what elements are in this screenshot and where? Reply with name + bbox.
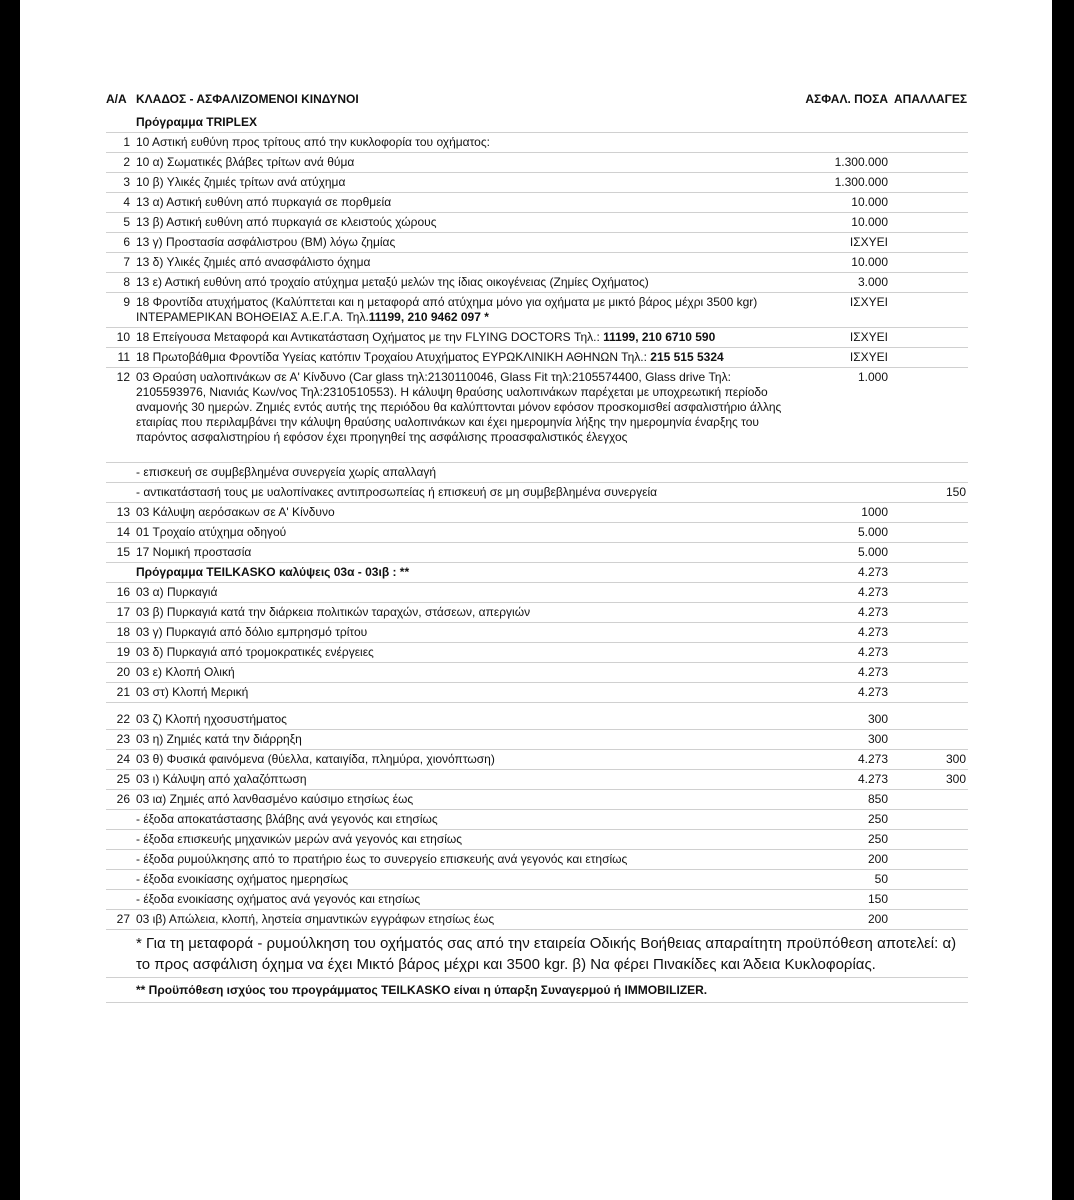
description-text: 17 Νομική προστασία — [136, 545, 252, 559]
description-text: 03 α) Πυρκαγιά — [136, 585, 218, 599]
table-row — [106, 563, 968, 583]
table-row — [106, 193, 968, 213]
description-text: 03 η) Ζημιές κατά την διάρρηξη — [136, 732, 302, 746]
table-row — [106, 368, 968, 463]
row-amount — [804, 133, 894, 153]
row-amount: 300 — [804, 703, 894, 730]
row-description — [136, 683, 804, 703]
row-deductible — [894, 368, 968, 463]
row-description — [136, 770, 804, 790]
header-aa: Α/Α — [106, 92, 127, 106]
row-number: 15 — [106, 543, 136, 563]
row-number: 23 — [106, 730, 136, 750]
table-row — [106, 483, 968, 503]
table-row — [106, 293, 968, 328]
row-number: 9 — [106, 293, 136, 328]
row-number — [106, 463, 136, 483]
table-row — [106, 663, 968, 683]
note-row — [106, 978, 968, 1003]
table-row — [106, 113, 968, 133]
table-row — [106, 583, 968, 603]
table-row — [106, 543, 968, 563]
row-description — [136, 730, 804, 750]
row-description — [136, 213, 804, 233]
table-row — [106, 683, 968, 703]
row-amount: 1000 — [804, 503, 894, 523]
row-deductible — [894, 790, 968, 810]
row-number — [106, 483, 136, 503]
table-row — [106, 703, 968, 730]
row-description — [136, 348, 804, 368]
row-description — [136, 463, 804, 483]
row-description — [136, 850, 804, 870]
header-description: ΚΛΑΔΟΣ - ΑΣΦΑΛΙΖΟΜΕΝΟΙ ΚΙΝΔΥΝΟΙ — [136, 92, 359, 106]
description-text: 10 α) Σωματικές βλάβες τρίτων ανά θύμα — [136, 155, 355, 169]
description-text: - επισκευή σε συμβεβλημένα συνεργεία χωρίς απαλλαγή — [136, 465, 437, 479]
row-description — [136, 870, 804, 890]
row-deductible — [894, 193, 968, 213]
description-text: 03 θ) Φυσικά φαινόμενα (θύελλα, καταιγίδα, πλημύρα, χιονόπτωση) — [136, 752, 495, 766]
row-amount: 1.300.000 — [804, 153, 894, 173]
description-text: 03 Κάλυψη αερόσακων σε Α' Κίνδυνο — [136, 505, 335, 519]
description-text: - αντικατάστασή τους με υαλοπίνακες αντιπροσωπείας ή επισκευή σε μη συμβεβλημένα συνεργεία — [136, 485, 658, 499]
row-number — [106, 113, 136, 133]
row-number: 8 — [106, 273, 136, 293]
row-description — [136, 483, 804, 503]
row-amount — [804, 483, 894, 503]
table-row — [106, 730, 968, 750]
row-description — [136, 523, 804, 543]
row-description — [136, 193, 804, 213]
row-amount: 5.000 — [804, 523, 894, 543]
row-number: 18 — [106, 623, 136, 643]
row-deductible — [894, 583, 968, 603]
row-deductible — [894, 603, 968, 623]
row-number: 21 — [106, 683, 136, 703]
row-amount: ΙΣΧΥΕΙ — [804, 293, 894, 328]
row-description — [136, 503, 804, 523]
row-description — [136, 623, 804, 643]
row-description — [136, 750, 804, 770]
table-row — [106, 770, 968, 790]
table-row — [106, 870, 968, 890]
row-description — [136, 133, 804, 153]
coverage-table — [106, 92, 968, 1003]
description-text: 03 ε) Κλοπή Ολική — [136, 665, 235, 679]
table-row — [106, 213, 968, 233]
description-text: 03 γ) Πυρκαγιά από δόλιο εμπρησμό τρίτου — [136, 625, 368, 639]
description-text: 13 α) Αστική ευθύνη από πυρκαγιά σε πορθμεία — [136, 195, 392, 209]
table-row — [106, 810, 968, 830]
description-text: Πρόγραμμα TRIPLEX — [136, 115, 257, 129]
row-number — [106, 810, 136, 830]
description-text: 03 στ) Κλοπή Μερική — [136, 685, 249, 699]
table-row — [106, 253, 968, 273]
row-amount: 4.273 — [804, 683, 894, 703]
row-number: 26 — [106, 790, 136, 810]
row-number: 25 — [106, 770, 136, 790]
table-row — [106, 173, 968, 193]
description-text: 03 β) Πυρκαγιά κατά την διάρκεια πολιτικών ταραχών, στάσεων, απεργιών — [136, 605, 531, 619]
description-text: - έξοδα ρυμούλκησης από το πρατήριο έως το συνεργείο επισκευής ανά γεγονός και ετησίως — [136, 852, 628, 866]
row-amount: 10.000 — [804, 193, 894, 213]
row-description — [136, 663, 804, 683]
row-description — [136, 543, 804, 563]
header-deductible: ΑΠΑΛΛΑΓΕΣ — [894, 92, 968, 106]
description-text: 10 β) Υλικές ζημιές τρίτων ανά ατύχημα — [136, 175, 346, 189]
row-description — [136, 173, 804, 193]
table-row — [106, 523, 968, 543]
row-number: 20 — [106, 663, 136, 683]
row-deductible: 300 — [894, 770, 968, 790]
row-number: 3 — [106, 173, 136, 193]
table-row — [106, 643, 968, 663]
row-amount: ΙΣΧΥΕΙ — [804, 233, 894, 253]
table-row — [106, 273, 968, 293]
row-description — [136, 890, 804, 910]
table-row — [106, 830, 968, 850]
table-row — [106, 850, 968, 870]
row-amount: 3.000 — [804, 273, 894, 293]
description-text: 03 ιβ) Απώλεια, κλοπή, ληστεία σημαντικών εγγράφων ετησίως έως — [136, 912, 495, 926]
row-amount — [804, 463, 894, 483]
row-number: 5 — [106, 213, 136, 233]
row-number — [106, 563, 136, 583]
description-text: 03 ι) Κάλυψη από χαλαζόπτωση — [136, 772, 307, 786]
description-text: 13 γ) Προστασία ασφάλιστρου (BM) λόγω ζημίας — [136, 235, 396, 249]
row-number: 7 — [106, 253, 136, 273]
row-number — [106, 850, 136, 870]
table-row — [106, 233, 968, 253]
table-row — [106, 603, 968, 623]
description-text: 03 ια) Ζημιές από λανθασμένο καύσιμο ετησίως έως — [136, 792, 414, 806]
row-deductible — [894, 273, 968, 293]
row-amount: ΙΣΧΥΕΙ — [804, 348, 894, 368]
row-deductible — [894, 910, 968, 930]
row-deductible — [894, 850, 968, 870]
description-text: 18 Πρωτοβάθμια Φροντίδα Υγείας κατόπιν Τροχαίου Ατυχήματος ΕΥΡΩΚΛΙΝΙΚΗ ΑΘΗΝΩΝ Τηλ.: — [136, 350, 651, 364]
row-number: 27 — [106, 910, 136, 930]
row-amount: 4.273 — [804, 563, 894, 583]
table-row — [106, 328, 968, 348]
row-number: 11 — [106, 348, 136, 368]
row-description — [136, 153, 804, 173]
row-description — [136, 910, 804, 930]
row-amount: 150 — [804, 890, 894, 910]
row-description — [136, 273, 804, 293]
row-amount: 300 — [804, 730, 894, 750]
table-header — [106, 92, 968, 113]
row-deductible — [894, 663, 968, 683]
row-deductible — [894, 810, 968, 830]
row-amount: 1.300.000 — [804, 173, 894, 193]
description-text: - έξοδα επισκευής μηχανικών μερών ανά γεγονός και ετησίως — [136, 832, 463, 846]
row-deductible — [894, 683, 968, 703]
row-number: 13 — [106, 503, 136, 523]
row-amount: 50 — [804, 870, 894, 890]
footnote-teilkasko: ** Προϋπόθεση ισχύος του προγράμματος TEILKASKO είναι η ύπαρξη Συναγερμού ή IMMOBILIZER. — [136, 978, 968, 1003]
row-amount: 250 — [804, 810, 894, 830]
description-text: 18 Επείγουσα Μεταφορά και Αντικατάσταση Οχήματος με την FLYING DOCTORS Τηλ.: — [136, 330, 604, 344]
table-row — [106, 890, 968, 910]
row-deductible — [894, 543, 968, 563]
row-amount: 4.273 — [804, 750, 894, 770]
row-number — [106, 830, 136, 850]
row-deductible — [894, 253, 968, 273]
row-description — [136, 830, 804, 850]
row-amount: 4.273 — [804, 663, 894, 683]
row-amount: 4.273 — [804, 583, 894, 603]
row-deductible: 150 — [894, 483, 968, 503]
row-deductible — [894, 133, 968, 153]
description-text: - έξοδα ενοικίασης οχήματος ανά γεγονός και ετησίως — [136, 892, 421, 906]
description-text: 13 β) Αστική ευθύνη από πυρκαγιά σε κλειστούς χώρους — [136, 215, 437, 229]
description-text: 10 Αστική ευθύνη προς τρίτους από την κυκλοφορία του οχήματος: — [136, 135, 490, 149]
row-amount: 4.273 — [804, 643, 894, 663]
description-text: 03 ζ) Κλοπή ηχοσυστήματος — [136, 712, 287, 726]
row-number — [106, 870, 136, 890]
row-description — [136, 703, 804, 730]
row-amount: 4.273 — [804, 770, 894, 790]
table-row — [106, 790, 968, 810]
row-number: 2 — [106, 153, 136, 173]
description-text: 03 Θραύση υαλοπινάκων σε Α' Κίνδυνο (Car glass τηλ:2130110046, Glass Fit τηλ:2105574400, Glass drive Τηλ: 2105593976, Νιανιάς Κων/νος Τηλ:2310510553). Η κάλυψη θραύσης υαλοπινάκων παρέχεται με υποχρεωτική περίοδο αναμονής 30 ημερών. Ζημιές εντός αυτής της περιόδου θα καλύπτονται μόνον εφόσον προσκομισθεί ασφαλιστήριο άλλης εταιρίας που περιλαμβάνει την κάλυψη θραύσης υαλοπινάκων και έχει ημερομηνία λήξης την ημερομηνία έναρξης του παρόντος ασφαλιστηρίου ή εφόσον έχει προηγηθεί της ασφάλισης προασφαλιστικός έλεγχος — [136, 370, 782, 444]
table-row — [106, 153, 968, 173]
row-deductible — [894, 703, 968, 730]
row-amount: 5.000 — [804, 543, 894, 563]
row-number: 12 — [106, 368, 136, 463]
row-amount: 1.000 — [804, 368, 894, 463]
row-deductible — [894, 890, 968, 910]
description-text: 18 Φροντίδα ατυχήματος (Καλύπτεται και η μεταφορά από ατύχημα μόνο για οχήματα με μικτό βάρος μέχρι 3500 kgr) ΙΝΤΕΡΑΜΕΡΙΚΑΝ ΒΟΗΘΕΙΑΣ Α.Ε.Γ.Α. Τηλ. — [136, 295, 758, 324]
description-text: 03 δ) Πυρκαγιά από τρομοκρατικές ενέργειες — [136, 645, 374, 659]
row-number: 17 — [106, 603, 136, 623]
row-deductible — [894, 563, 968, 583]
row-number: 16 — [106, 583, 136, 603]
row-deductible — [894, 463, 968, 483]
table-row — [106, 463, 968, 483]
description-text: 13 ε) Αστική ευθύνη από τροχαίο ατύχημα μεταξύ μελών της ίδιας οικογένειας (Ζημίες Οχήματος) — [136, 275, 649, 289]
row-amount — [804, 113, 894, 133]
row-deductible — [894, 233, 968, 253]
row-number: 19 — [106, 643, 136, 663]
row-description — [136, 790, 804, 810]
row-amount: 200 — [804, 910, 894, 930]
row-description — [136, 328, 804, 348]
row-description — [136, 810, 804, 830]
row-amount: 850 — [804, 790, 894, 810]
phone-number: 215 515 5324 — [650, 350, 724, 364]
row-description — [136, 603, 804, 623]
description-text: - έξοδα ενοικίασης οχήματος ημερησίως — [136, 872, 349, 886]
row-number: 6 — [106, 233, 136, 253]
row-number: 1 — [106, 133, 136, 153]
row-deductible — [894, 623, 968, 643]
row-description — [136, 293, 804, 328]
row-deductible — [894, 503, 968, 523]
row-number: 4 — [106, 193, 136, 213]
description-text: - έξοδα αποκατάστασης βλάβης ανά γεγονός και ετησίως — [136, 812, 438, 826]
row-amount: 250 — [804, 830, 894, 850]
row-deductible — [894, 643, 968, 663]
row-deductible — [894, 213, 968, 233]
table-row — [106, 910, 968, 930]
row-description — [136, 643, 804, 663]
table-row — [106, 348, 968, 368]
row-amount: 4.273 — [804, 623, 894, 643]
description-text: 01 Τροχαίο ατύχημα οδηγού — [136, 525, 287, 539]
description-text: Πρόγραμμα TEILKASKO καλύψεις 03α - 03ιβ : ** — [136, 565, 410, 579]
row-amount: 10.000 — [804, 213, 894, 233]
phone-number: 11199, 210 9462 097 * — [368, 310, 489, 324]
row-deductible: 300 — [894, 750, 968, 770]
phone-number: 11199, 210 6710 590 — [603, 330, 716, 344]
row-number: 10 — [106, 328, 136, 348]
note-row — [106, 930, 968, 978]
table-row — [106, 750, 968, 770]
row-number: 22 — [106, 703, 136, 730]
row-deductible — [894, 153, 968, 173]
row-amount: 10.000 — [804, 253, 894, 273]
row-description — [136, 233, 804, 253]
table-row — [106, 503, 968, 523]
row-deductible — [894, 830, 968, 850]
row-amount: 4.273 — [804, 603, 894, 623]
row-description — [136, 253, 804, 273]
row-deductible — [894, 730, 968, 750]
row-number: 24 — [106, 750, 136, 770]
row-deductible — [894, 293, 968, 328]
row-description — [136, 563, 804, 583]
footnote-transport: * Για τη μεταφορά - ρυμούλκηση του οχήματός σας από την εταιρεία Οδικής Βοήθειας απαραίτητη προϋπόθεση αποτελεί: α) το προς ασφάλιση όχημα να έχει Μικτό βάρος μέχρι και 3500 kgr. β) Να φέρει Πινακίδες και Άδεια Κυκλοφορίας. — [136, 930, 968, 978]
row-number: 14 — [106, 523, 136, 543]
row-description — [136, 583, 804, 603]
row-deductible — [894, 348, 968, 368]
row-description — [136, 113, 804, 133]
table-row — [106, 623, 968, 643]
row-amount: ΙΣΧΥΕΙ — [804, 328, 894, 348]
row-deductible — [894, 870, 968, 890]
row-deductible — [894, 113, 968, 133]
row-deductible — [894, 523, 968, 543]
description-text: 13 δ) Υλικές ζημιές από ανασφάλιστο όχημα — [136, 255, 371, 269]
row-amount: 200 — [804, 850, 894, 870]
row-deductible — [894, 328, 968, 348]
table-row — [106, 133, 968, 153]
row-deductible — [894, 173, 968, 193]
row-description — [136, 368, 804, 463]
row-number — [106, 890, 136, 910]
header-amount: ΑΣΦΑΛ. ΠΟΣΑ — [805, 92, 888, 106]
document-page — [20, 0, 1052, 1200]
